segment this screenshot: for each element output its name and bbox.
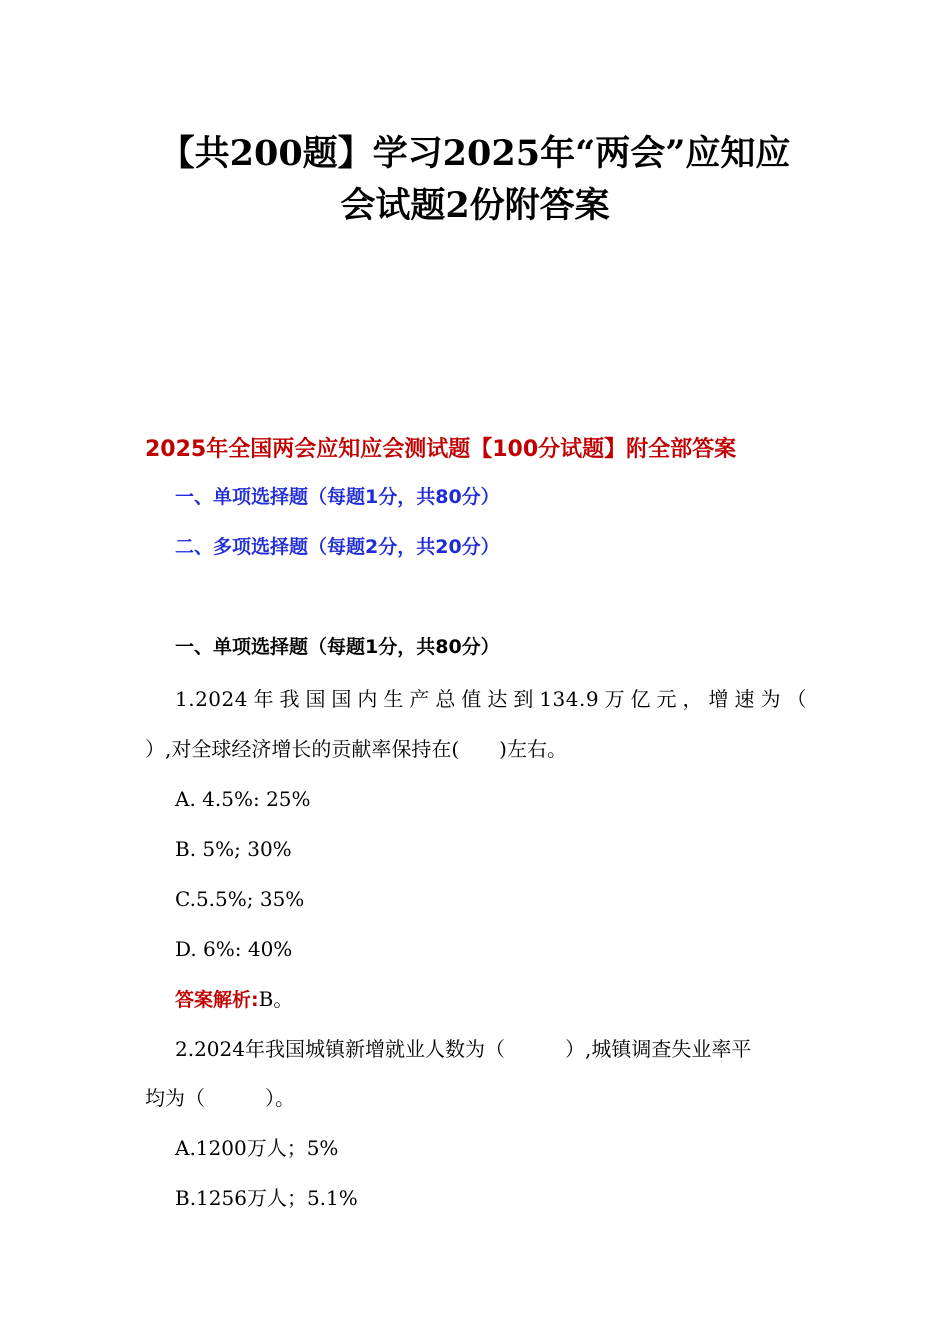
question-1-text-line-2: ）,对全球经济增长的贡献率保持在( )左右。 bbox=[145, 737, 567, 761]
answer-value: B。 bbox=[258, 987, 294, 1011]
document-title-line-2: 会试题2份附答案 bbox=[340, 185, 610, 226]
toc-item-multiple-choice[interactable]: 二、多项选择题（每题2分，共20分） bbox=[175, 536, 500, 558]
question-1-text-line-1: 1.2024年我国国内生产总值达到134.9万亿元，增速为（ bbox=[175, 687, 807, 711]
document-title-line-1: 【共200题】学习2025年“两会”应知应 bbox=[159, 133, 791, 174]
question-1-option-a: A. 4.5%: 25% bbox=[175, 787, 311, 811]
question-2-text-line-1: 2.2024年我国城镇新增就业人数为（ ）,城镇调查失业率平 bbox=[175, 1037, 752, 1061]
part-heading-single-choice: 一、单项选择题（每题1分，共80分） bbox=[175, 636, 500, 658]
question-2-text-line-2: 均为（ ）。 bbox=[145, 1086, 295, 1110]
question-1-option-d: D. 6%: 40% bbox=[175, 937, 293, 961]
answer-label: 答案解析: bbox=[175, 989, 259, 1011]
question-1-option-b: B. 5%; 30% bbox=[175, 837, 292, 861]
question-2-option-a: A.1200万人；5% bbox=[175, 1136, 339, 1160]
toc-item-single-choice[interactable]: 一、单项选择题（每题1分，共80分） bbox=[175, 486, 500, 508]
question-2-option-b: B.1256万人；5.1% bbox=[175, 1186, 358, 1210]
question-1-option-c: C.5.5%; 35% bbox=[175, 887, 305, 911]
question-1-answer bbox=[175, 984, 293, 1015]
section-title: 2025年全国两会应知应会测试题【100分试题】附全部答案 bbox=[145, 437, 737, 462]
